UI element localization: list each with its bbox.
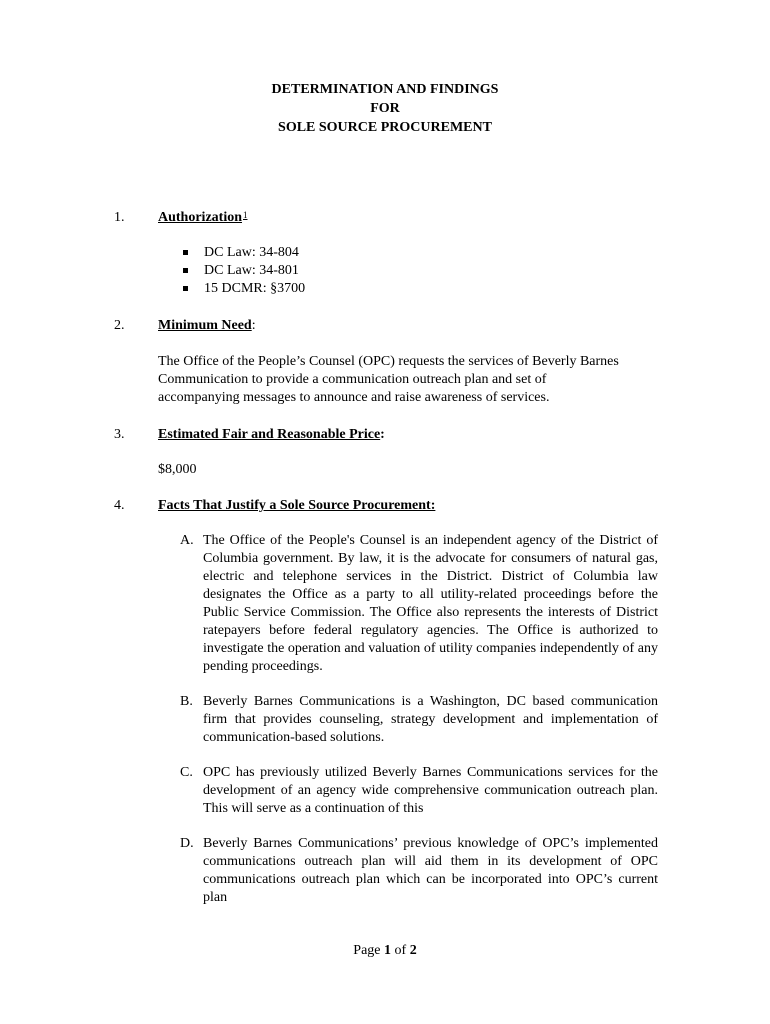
section-2-number: 2. <box>114 318 125 333</box>
section-2-colon: : <box>251 318 256 333</box>
minimum-need-paragraph: The Office of the People’s Counsel (OPC) requests the services of Beverly Barnes Communication to provide a communication outreach plan and set of accompanying messages to announce and raise awareness of services. <box>158 354 619 405</box>
title-line-2: FOR <box>370 101 400 116</box>
section-1-heading <box>158 209 248 227</box>
item-text: OPC has previously utilized Beverly Barnes Communications services for the development of an agency wide comprehensive communication outreach plan. This will serve as a continuation of this <box>203 765 658 816</box>
current-page-number: 1 <box>384 943 392 958</box>
justification-item-c <box>180 764 658 818</box>
title-line-1: DETERMINATION AND FINDINGS <box>271 82 499 97</box>
section-2-heading-text: Minimum Need <box>158 318 252 333</box>
list-item <box>180 244 305 262</box>
item-letter: D. <box>180 836 194 851</box>
section-3-colon: : <box>380 427 385 442</box>
page-word: Page <box>353 943 381 958</box>
section-1-number: 1. <box>114 210 125 225</box>
of-word: of <box>394 943 407 958</box>
item-letter: C. <box>180 765 193 780</box>
justification-item-b <box>180 693 658 747</box>
bullet-text: 15 DCMR: §3700 <box>204 281 306 296</box>
section-4-number: 4. <box>114 498 125 513</box>
item-letter: B. <box>180 694 193 709</box>
section-3-heading <box>158 426 385 444</box>
square-bullet-icon <box>183 286 188 291</box>
document-title <box>0 80 770 137</box>
section-4-heading-text: Facts That Justify a Sole Source Procurement: <box>158 498 436 513</box>
section-1-heading-text: Authorization <box>158 210 242 225</box>
item-text: Beverly Barnes Communications is a Washington, DC based communication firm that provides counseling, strategy development and implementation of communication-based solutions. <box>203 694 658 745</box>
title-line-3: SOLE SOURCE PROCUREMENT <box>278 120 492 135</box>
authorization-bullet-list <box>180 244 305 298</box>
item-letter: A. <box>180 533 194 548</box>
item-text: The Office of the People's Counsel is an independent agency of the District of Columbia government. By law, it is the advocate for consumers of natural gas, electric and telephone services in the District. District of Columbia law designates the Office as a party to all utility-related proceedings before the Public Service Commission. The Office also represents the interests of District ratepayers before federal regulatory agencies. The Office is authorized to investigate the operation and valuation of utility companies independently of any pending proceedings. <box>203 533 658 674</box>
section-2-heading <box>158 317 256 335</box>
justification-item-d <box>180 835 658 907</box>
section-4-heading <box>158 497 435 515</box>
bullet-text: DC Law: 34-801 <box>204 263 299 278</box>
item-text: Beverly Barnes Communications’ previous knowledge of OPC’s implemented communications outreach plan will aid them in its development of OPC communications outreach plan which can be incorporated into OPC’s current plan <box>203 836 658 905</box>
section-3-number: 3. <box>114 427 125 442</box>
total-page-count: 2 <box>409 943 417 958</box>
square-bullet-icon <box>183 268 188 273</box>
list-item <box>180 280 305 298</box>
square-bullet-icon <box>183 250 188 255</box>
footnote-reference-link[interactable]: 1 <box>243 210 248 220</box>
bullet-text: DC Law: 34-804 <box>204 245 299 260</box>
list-item <box>180 262 305 280</box>
section-3-heading-text: Estimated Fair and Reasonable Price <box>158 427 381 442</box>
page-number-footer <box>0 942 770 960</box>
justification-item-a <box>180 532 658 676</box>
price-value: $8,000 <box>158 462 197 477</box>
